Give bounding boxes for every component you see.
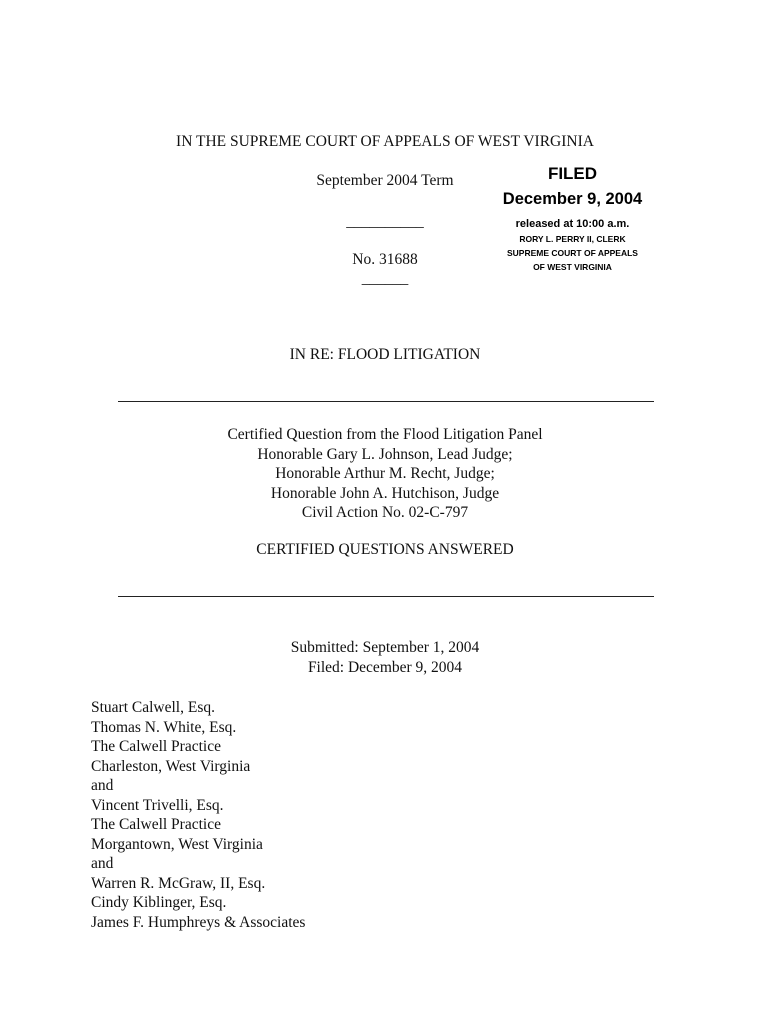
- blank-line-2: ______: [361, 270, 409, 287]
- counsel-line: Charleston, West Virginia: [91, 757, 251, 775]
- stamp-clerk: RORY L. PERRY II, CLERK: [519, 234, 626, 244]
- filed-date: Filed: December 9, 2004: [307, 658, 463, 676]
- docket-number: No. 31688: [352, 251, 418, 268]
- certified-line: Honorable John A. Hutchison, Judge: [270, 484, 500, 502]
- certified-line: Honorable Arthur M. Recht, Judge;: [275, 465, 495, 482]
- certified-question-block: [0, 425, 770, 523]
- divider-rule: [118, 596, 654, 597]
- submitted-date: Submitted: September 1, 2004: [290, 639, 480, 656]
- stamp-date: December 9, 2004: [502, 190, 643, 208]
- counsel-line: Cindy Kiblinger, Esq.: [91, 894, 227, 911]
- counsel-line: Thomas N. White, Esq.: [91, 718, 237, 736]
- case-caption: IN RE: FLOOD LITIGATION: [289, 346, 481, 363]
- counsel-line: Warren R. McGraw, II, Esq.: [91, 874, 266, 892]
- counsel-line: The Calwell Practice: [91, 816, 221, 833]
- stamp-court-line2: OF WEST VIRGINIA: [533, 262, 612, 272]
- certified-line: Civil Action No. 02-C-797: [301, 504, 469, 521]
- stamp-filed: FILED: [547, 164, 598, 183]
- stamp-released: released at 10:00 a.m.: [515, 218, 630, 230]
- counsel-line: Stuart Calwell, Esq.: [91, 699, 215, 716]
- term: September 2004 Term: [316, 172, 454, 189]
- blank-line-1: __________: [346, 213, 424, 230]
- filed-stamp: [500, 163, 645, 274]
- stamp-court-line1: SUPREME COURT OF APPEALS: [507, 248, 638, 258]
- dates-block: [0, 638, 770, 677]
- counsel-line: and: [91, 855, 114, 872]
- counsel-line: Vincent Trivelli, Esq.: [91, 796, 224, 814]
- counsel-line: James F. Humphreys & Associates: [91, 913, 306, 931]
- counsel-line: Morgantown, West Virginia: [91, 835, 263, 853]
- divider-rule: [118, 401, 654, 402]
- disposition: CERTIFIED QUESTIONS ANSWERED: [256, 541, 514, 558]
- counsel-line: The Calwell Practice: [91, 738, 221, 755]
- court-title: IN THE SUPREME COURT OF APPEALS OF WEST VIRGINIA: [176, 133, 594, 150]
- certified-line: Honorable Gary L. Johnson, Lead Judge;: [257, 445, 513, 463]
- counsel-line: and: [91, 777, 114, 794]
- certified-line: Certified Question from the Flood Litigation Panel: [227, 426, 543, 443]
- counsel-list: [91, 698, 491, 932]
